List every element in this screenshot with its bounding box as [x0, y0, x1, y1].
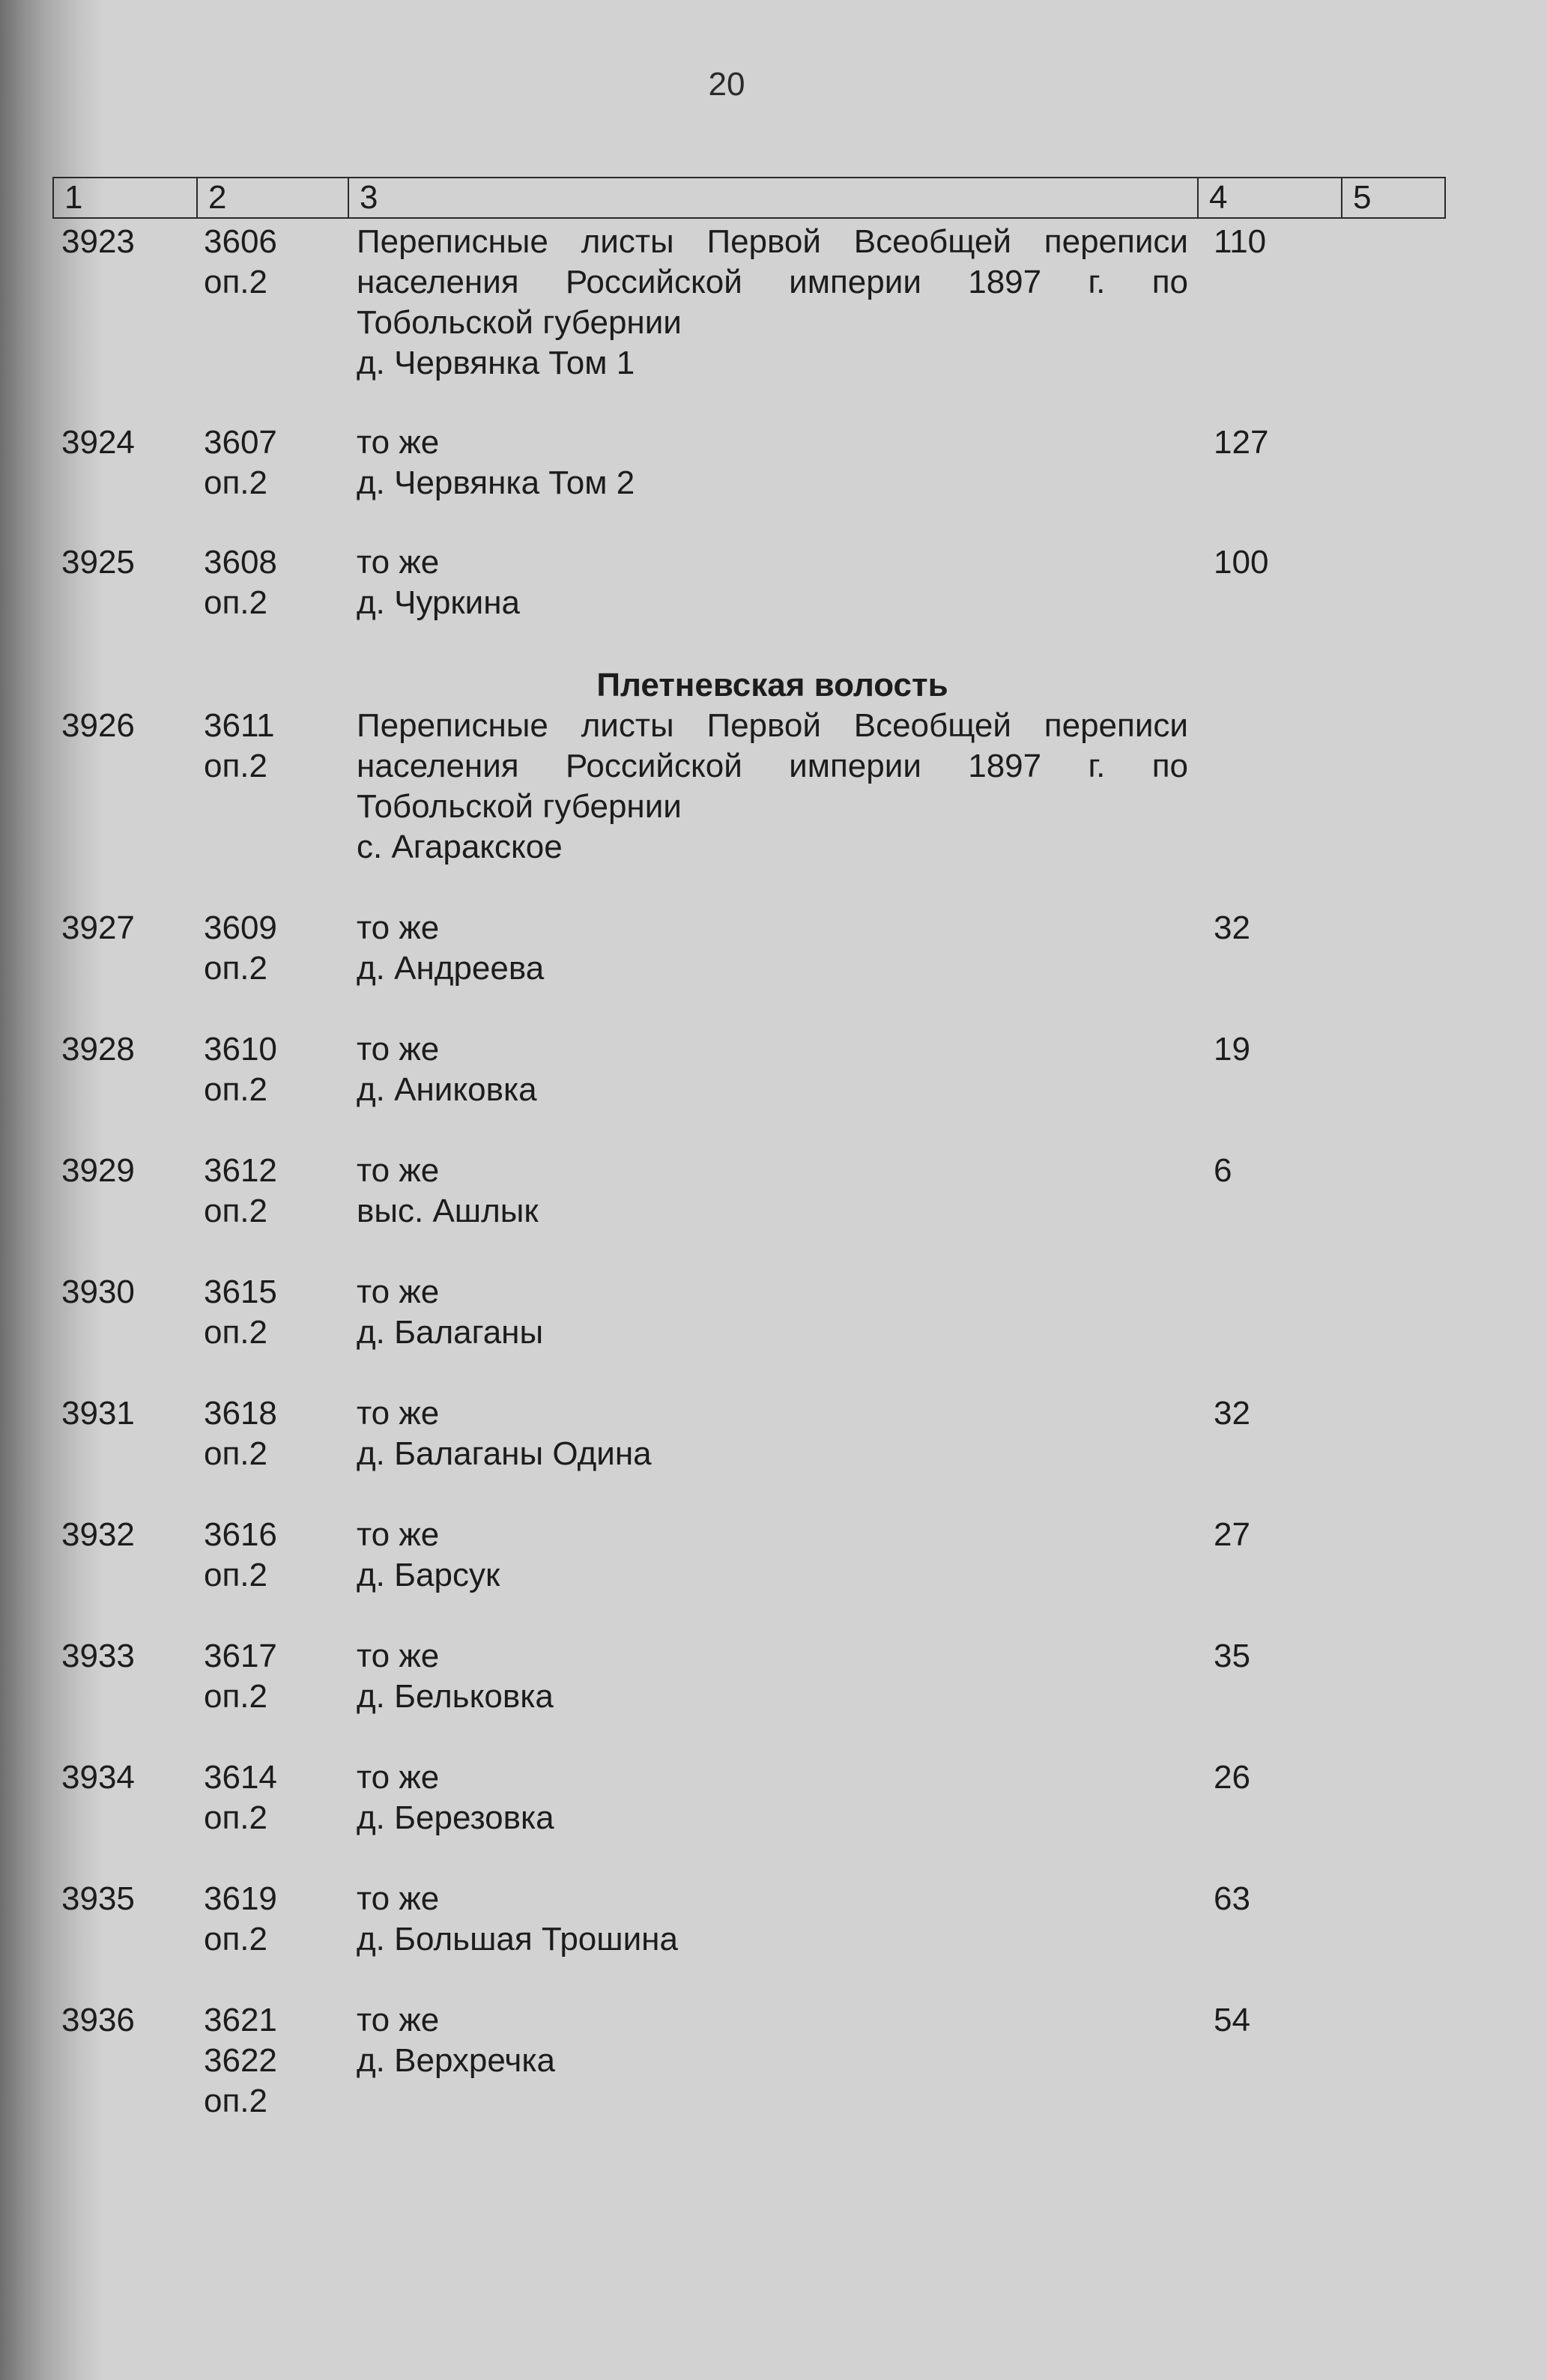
header-col-2: 2	[196, 178, 348, 217]
header-col-4: 4	[1197, 178, 1341, 217]
file-reference-line: оп.2	[204, 1314, 267, 1351]
file-reference-line: 3606	[204, 223, 277, 260]
description-line: д. Чуркина	[357, 584, 521, 621]
sheet-count: 26	[1214, 1759, 1250, 1796]
description-line: то же	[357, 1031, 440, 1068]
description-line: то же	[357, 1152, 440, 1189]
file-reference-line: 3618	[204, 1395, 277, 1432]
description-line: Переписные листы Первой Всеобщей переписи	[357, 223, 1188, 260]
file-reference-line: 3621	[204, 2002, 277, 2038]
description	[357, 2000, 1188, 2081]
description-line: д. Барсук	[357, 1557, 500, 1593]
row-number: 3936	[61, 2002, 135, 2038]
description-line: д. Березовка	[357, 1799, 554, 1836]
file-reference-line: 3607	[204, 424, 277, 461]
description-line: выс. Ашлык	[357, 1193, 539, 1229]
file-reference-line: оп.2	[204, 1435, 267, 1472]
row-number: 3926	[61, 707, 135, 744]
row-number: 3927	[61, 909, 135, 946]
sheet-count: 110	[1214, 223, 1267, 260]
description-line: то же	[357, 1759, 440, 1796]
file-reference-line: оп.2	[204, 264, 267, 300]
file-reference	[204, 2000, 277, 2122]
file-reference-line: оп.2	[204, 2083, 267, 2119]
description	[357, 1879, 1188, 1960]
header-col-1: 1	[64, 179, 83, 216]
description-line: то же	[357, 1638, 440, 1674]
file-reference-line: оп.2	[204, 1193, 267, 1229]
file-reference-line: оп.2	[204, 1921, 267, 1957]
file-reference-line: оп.2	[204, 464, 267, 501]
header-col-3: 3	[348, 178, 1197, 217]
file-reference	[204, 706, 275, 787]
file-reference-line: 3616	[204, 1516, 277, 1553]
row-number: 3928	[61, 1031, 135, 1068]
description-line: то же	[357, 544, 440, 581]
description	[357, 222, 1188, 384]
file-reference	[204, 542, 277, 623]
description	[357, 706, 1188, 867]
file-reference	[204, 222, 277, 303]
file-reference-line: 3615	[204, 1274, 277, 1310]
file-reference	[204, 423, 277, 503]
sheet-count: 100	[1214, 544, 1269, 581]
file-reference-line: 3617	[204, 1638, 277, 1674]
sheet-count: 63	[1214, 1880, 1250, 1917]
row-number: 3925	[61, 544, 135, 581]
file-reference-line: 3614	[204, 1759, 277, 1796]
file-reference-line: 3619	[204, 1880, 277, 1917]
description-line: то же	[357, 909, 440, 946]
sheet-count: 32	[1214, 909, 1250, 946]
file-reference	[204, 1029, 277, 1110]
section-heading: Плетневская волость	[596, 667, 948, 703]
file-reference-line: оп.2	[204, 950, 267, 987]
description	[357, 1029, 1188, 1110]
description-line: д. Бельковка	[357, 1678, 554, 1715]
row-number: 3930	[61, 1274, 135, 1310]
row-number: 3923	[61, 223, 135, 260]
page-number: 20	[708, 66, 745, 103]
file-reference	[204, 908, 277, 989]
description-line: то же	[357, 1395, 440, 1432]
description	[357, 1151, 1188, 1232]
sheet-count: 6	[1214, 1152, 1232, 1189]
description-line: д. Андреева	[357, 950, 545, 987]
description-line: д. Аниковка	[357, 1071, 537, 1108]
description-line: Тобольской губернии	[357, 788, 682, 825]
file-reference	[204, 1393, 277, 1474]
description-line: д. Большая Трошина	[357, 1921, 678, 1957]
header-col-5: 5	[1341, 178, 1444, 217]
file-reference-line: 3608	[204, 544, 277, 581]
description-line: с. Агаракское	[357, 829, 563, 865]
description-line: д. Верхречка	[357, 2042, 556, 2079]
row-number: 3932	[61, 1516, 135, 1553]
file-reference	[204, 1879, 277, 1960]
file-reference	[204, 1151, 277, 1232]
description-line: д. Балаганы Одина	[357, 1435, 652, 1472]
description	[357, 423, 1188, 503]
file-reference-line: 3622	[204, 2042, 277, 2079]
description-line: д. Червянка Том 2	[357, 464, 635, 501]
sheet-count: 27	[1214, 1516, 1250, 1553]
file-reference-line: оп.2	[204, 748, 267, 784]
file-reference-line: оп.2	[204, 1799, 267, 1836]
description	[357, 542, 1188, 623]
file-reference	[204, 1272, 277, 1353]
description-line: то же	[357, 1516, 440, 1553]
description-line: Тобольской губернии	[357, 304, 682, 341]
row-number: 3934	[61, 1759, 135, 1796]
description-line: Переписные листы Первой Всеобщей переписи	[357, 707, 1188, 744]
sheet-count: 19	[1214, 1031, 1250, 1068]
file-reference-line: оп.2	[204, 1071, 267, 1108]
row-number: 3931	[61, 1395, 135, 1432]
sheet-count: 35	[1214, 1638, 1250, 1674]
table-header-row	[52, 177, 1446, 219]
description	[357, 1757, 1188, 1838]
description-line: то же	[357, 1274, 440, 1310]
file-reference-line: оп.2	[204, 584, 267, 621]
description	[357, 1515, 1188, 1596]
description-line: населения Российской империи 1897 г. по	[357, 264, 1188, 300]
file-reference	[204, 1757, 277, 1838]
file-reference-line: 3612	[204, 1152, 277, 1189]
description	[357, 1636, 1188, 1717]
sheet-count: 54	[1214, 2002, 1250, 2038]
description-line: населения Российской империи 1897 г. по	[357, 748, 1188, 784]
file-reference-line: оп.2	[204, 1678, 267, 1715]
row-number: 3929	[61, 1152, 135, 1189]
file-reference-line: 3611	[204, 707, 275, 744]
file-reference	[204, 1636, 277, 1717]
description-line: то же	[357, 1880, 440, 1917]
description-line: д. Балаганы	[357, 1314, 544, 1351]
file-reference-line: оп.2	[204, 1557, 267, 1593]
description	[357, 908, 1188, 989]
file-reference-line: 3609	[204, 909, 277, 946]
description	[357, 1272, 1188, 1353]
description	[357, 1393, 1188, 1474]
row-number: 3924	[61, 424, 135, 461]
sheet-count: 127	[1214, 424, 1269, 461]
description-line: д. Червянка Том 1	[357, 345, 635, 381]
sheet-count: 32	[1214, 1395, 1250, 1432]
file-reference-line: 3610	[204, 1031, 277, 1068]
row-number: 3933	[61, 1638, 135, 1674]
row-number: 3935	[61, 1880, 135, 1917]
description-line: то же	[357, 424, 440, 461]
description-line: то же	[357, 2002, 440, 2038]
file-reference	[204, 1515, 277, 1596]
